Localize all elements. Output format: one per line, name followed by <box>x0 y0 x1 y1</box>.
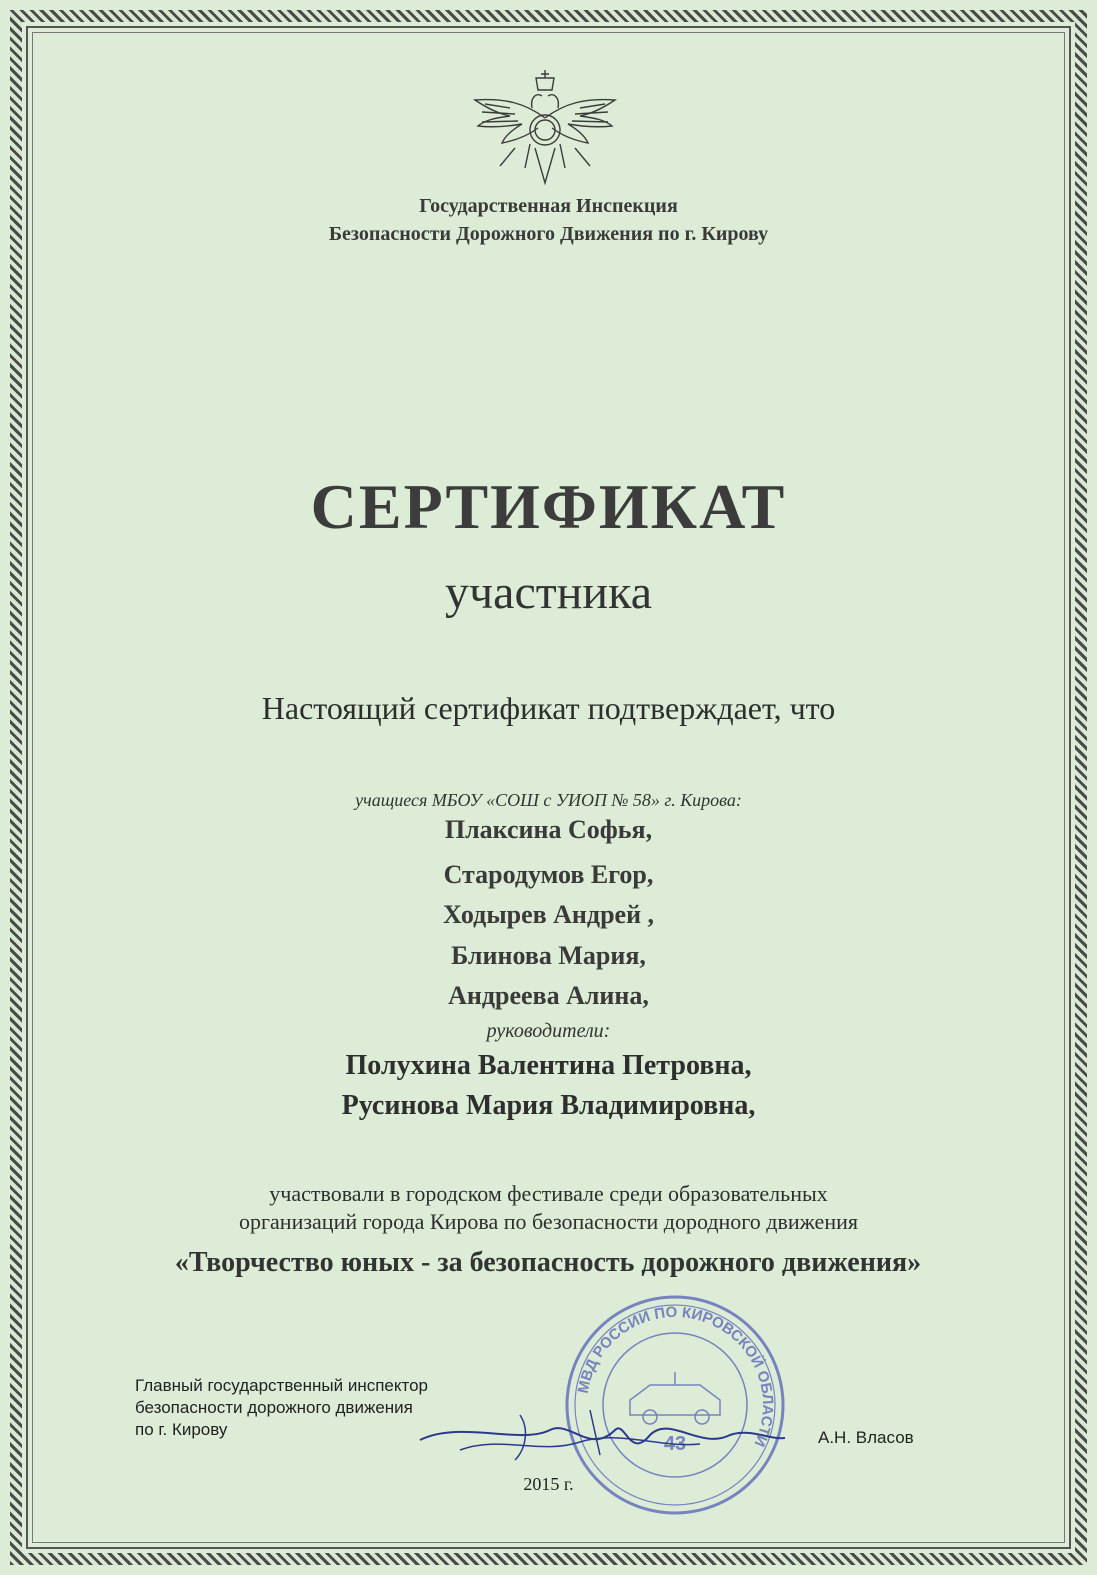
confirmation-text: Настоящий сертификат подтверждает, что <box>261 690 836 726</box>
festival-name: «Творчество юных - за безопасность дорожного движения» <box>174 1247 922 1278</box>
participation-text <box>0 1180 1097 1236</box>
inspector-position <box>135 1375 428 1441</box>
student-name: Ходырев Андрей , <box>442 900 655 929</box>
student-name: Плаксина Софья, <box>444 815 653 844</box>
inner-border-thin <box>32 32 1065 1543</box>
participation-line-1: участвовали в городском фестивале среди образовательных <box>269 1181 828 1206</box>
student-name: Стародумов Егор, <box>443 860 654 889</box>
participation-line-2: организаций города Кирова по безопасности дородного движения <box>239 1209 858 1234</box>
leader-name: Русинова Мария Владимировна, <box>341 1090 756 1121</box>
leaders-intro: руководители: <box>486 1020 611 1042</box>
certificate-title: СЕРТИФИКАТ <box>310 471 787 542</box>
stamp-outer-text: МВД РОССИИ ПО КИРОВСКОЙ ОБЛАСТИ <box>574 1303 777 1450</box>
stamp-number: 43 <box>663 1433 687 1455</box>
eagle-emblem-icon <box>470 48 620 188</box>
signer-name: А.Н. Власов <box>818 1428 914 1447</box>
organization-name <box>0 192 1097 248</box>
org-line-1: Государственная Инспекция <box>419 195 678 217</box>
org-line-2: Безопасности Дорожного Движения по г. Кирову <box>328 223 769 245</box>
position-line-2: безопасности дорожного движения <box>135 1398 413 1417</box>
certificate-subtitle: участника <box>445 566 652 619</box>
student-name: Блинова Мария, <box>451 941 646 970</box>
leader-name: Полухина Валентина Петровна, <box>345 1050 752 1081</box>
position-line-3: по г. Кирову <box>135 1420 228 1439</box>
signature-icon <box>400 1400 790 1470</box>
student-name: Андреева Алина, <box>448 981 649 1010</box>
position-line-1: Главный государственный инспектор <box>135 1376 429 1395</box>
students-intro: учащиеся МБОУ «СОШ с УИОП № 58» г. Кирова: <box>355 790 742 810</box>
issue-year: 2015 г. <box>523 1474 574 1494</box>
